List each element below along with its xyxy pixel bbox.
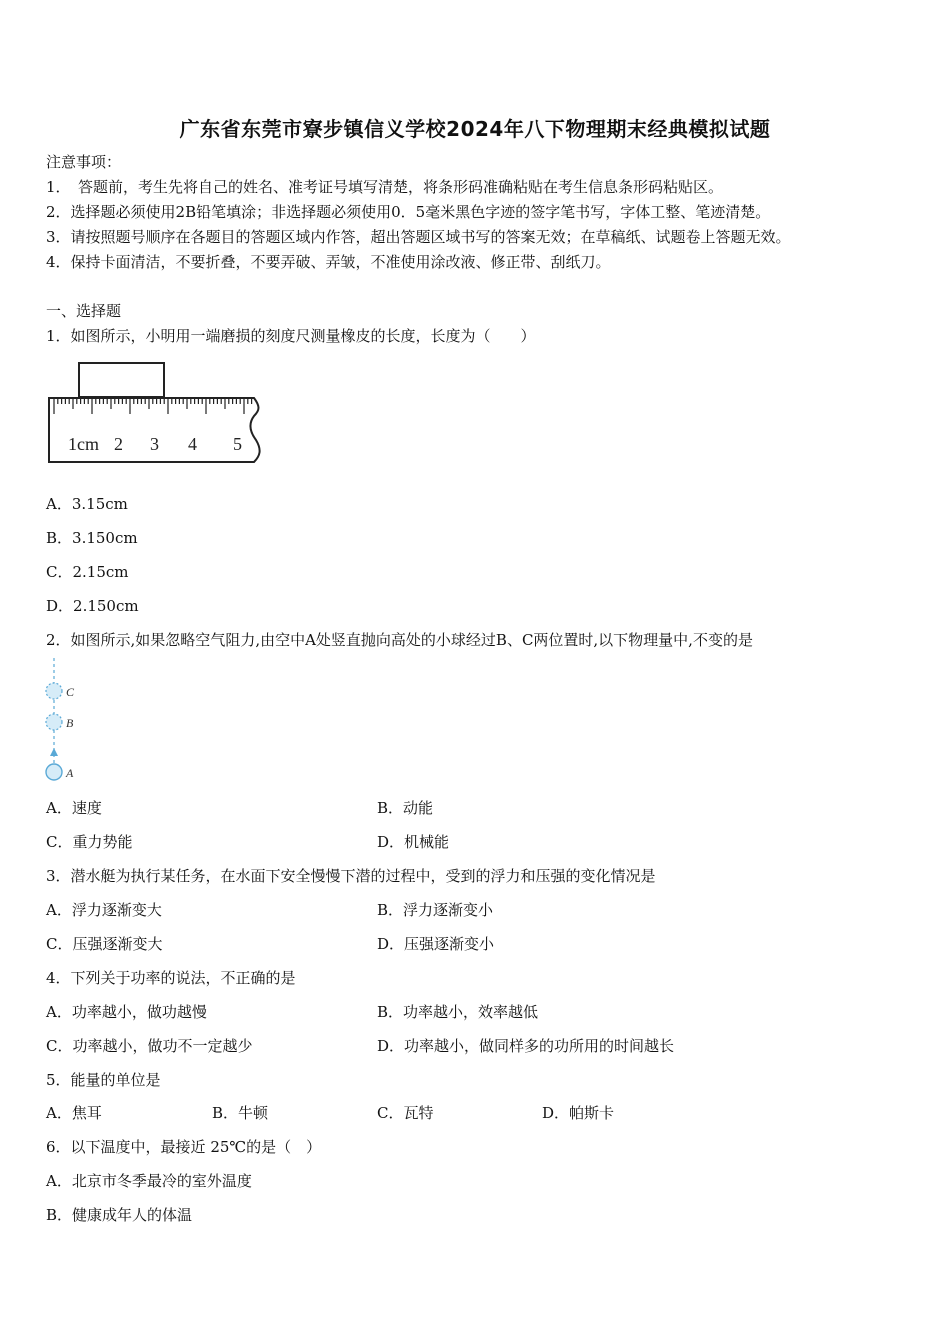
- q1-option-a: A．3.15cm: [46, 495, 128, 513]
- notice-item-1: 1． 答题前，考生先将自己的姓名、准考证号填写清楚，将条形码准确粘贴在考生信息条形码粘贴区。: [46, 178, 724, 196]
- page-title: 广东省东莞市寮步镇信义学校2024年八下物理期末经典模拟试题: [179, 117, 771, 141]
- q3-option-d: D．压强逐渐变小: [377, 935, 495, 953]
- q3-option-c: C．压强逐渐变大: [46, 935, 163, 953]
- q6-option-b: B．健康成年人的体温: [46, 1206, 193, 1224]
- section-heading: 一、选择题: [46, 302, 122, 320]
- ball-trajectory-figure: [40, 658, 100, 784]
- ruler-label-2: 2: [114, 434, 123, 454]
- q5-option-a: A．焦耳: [46, 1104, 102, 1122]
- notice-item-3: 3．请按照题号顺序在各题目的答题区域内作答，超出答题区域书写的答案无效；在草稿纸、试题卷上答题无效。: [46, 228, 791, 246]
- q2-option-a: A．速度: [46, 799, 102, 817]
- q5-option-d: D．帕斯卡: [542, 1104, 615, 1122]
- ball-b: [46, 714, 62, 730]
- ruler-label-3: 3: [150, 434, 159, 454]
- q1-stem: 1．如图所示，小明用一端磨损的刻度尺测量橡皮的长度，长度为（ ）: [46, 327, 536, 345]
- q4-option-a: A．功率越小，做功越慢: [46, 1003, 207, 1021]
- ruler-label-4: 4: [188, 434, 197, 454]
- q4-option-c: C．功率越小，做功不一定越少: [46, 1037, 253, 1055]
- q1-option-b: B．3.150cm: [46, 529, 138, 547]
- q3-stem: 3．潜水艇为执行某任务，在水面下安全慢慢下潜的过程中，受到的浮力和压强的变化情况是: [46, 867, 656, 885]
- q3-option-a: A．浮力逐渐变大: [46, 901, 162, 919]
- q2-option-b: B．动能: [377, 799, 434, 817]
- ball-c: [46, 683, 62, 699]
- q2-option-c: C．重力势能: [46, 833, 133, 851]
- ball-a: [46, 764, 62, 780]
- label-a: A: [66, 766, 74, 780]
- q1-option-c: C．2.15cm: [46, 563, 129, 581]
- q2-option-d: D．机械能: [377, 833, 450, 851]
- q3-option-b: B．浮力逐渐变小: [377, 901, 494, 919]
- notice-item-2: 2．选择题必须使用2B铅笔填涂；非选择题必须使用0．5毫米黑色字迹的签字笔书写，字体工整、笔迹清楚。: [46, 203, 771, 221]
- label-c: C: [66, 685, 75, 699]
- ruler-label-1cm: 1cm: [68, 434, 99, 454]
- q6-stem: 6．以下温度中，最接近 25℃的是（ ）: [46, 1138, 322, 1156]
- q5-stem: 5．能量的单位是: [46, 1071, 161, 1089]
- notice-heading: 注意事项：: [46, 153, 122, 171]
- notice-item-4: 4．保持卡面清洁，不要折叠，不要弄破、弄皱，不准使用涂改液、修正带、刮纸刀。: [46, 253, 611, 271]
- q4-option-d: D．功率越小，做同样多的功所用的时间越长: [377, 1037, 675, 1055]
- q5-option-b: B．牛顿: [212, 1104, 269, 1122]
- q6-option-a: A．北京市冬季最冷的室外温度: [46, 1172, 252, 1190]
- ruler-figure: [46, 360, 266, 466]
- eraser-block: [79, 363, 164, 397]
- q4-option-b: B．功率越小，效率越低: [377, 1003, 539, 1021]
- ruler-label-5: 5: [233, 434, 242, 454]
- q2-stem: 2．如图所示,如果忽略空气阻力,由空中A处竖直抛向高处的小球经过B、C两位置时,以下物理量中,不变的是: [46, 631, 753, 649]
- arrow-up-icon: [50, 748, 58, 756]
- q5-option-c: C．瓦特: [377, 1104, 434, 1122]
- label-b: B: [66, 716, 74, 730]
- q4-stem: 4．下列关于功率的说法，不正确的是: [46, 969, 296, 987]
- q1-option-d: D．2.150cm: [46, 597, 139, 615]
